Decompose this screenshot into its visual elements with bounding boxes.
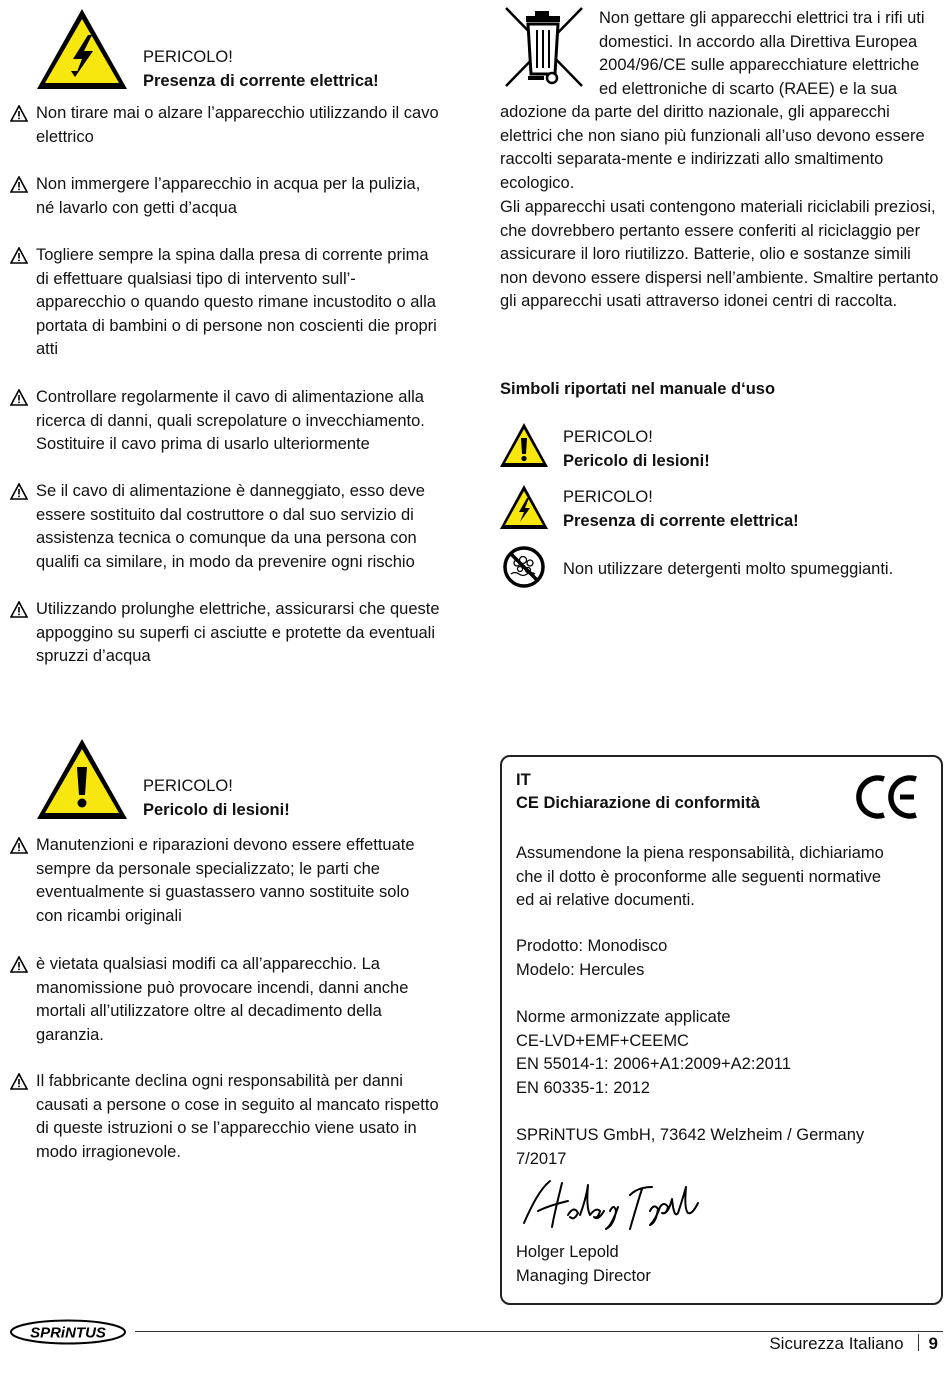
warning-title: PERICOLO! xyxy=(143,48,233,66)
page-number: 9 xyxy=(928,1334,938,1353)
safety-item: Il fabbricante declina ogni responsabilità per danni causati a persone o cose in seguito al mancato rispetto di queste istruzioni o se l’apparecchio viene usato in modo irragionevole. xyxy=(10,1070,440,1164)
declaration-lang: IT xyxy=(516,771,531,789)
footer-rule xyxy=(135,1331,943,1332)
symbol-injury: PERICOLO! Pericolo di lesioni! xyxy=(563,428,710,470)
ce-declaration-box xyxy=(500,755,943,1305)
general-warning-icon xyxy=(10,389,28,406)
general-warning-icon xyxy=(10,601,28,618)
footer xyxy=(769,1334,938,1354)
declaration-product: Prodotto: Monodisco xyxy=(516,937,668,955)
declaration-model: Modelo: Hercules xyxy=(516,961,645,979)
injury-warning-icon xyxy=(35,737,129,821)
weee-text: Non gettare gli apparecchi elettrici tra i rifi uti domestici. In accordo alla Direttiva Europea 2004/96/CE sulle apparecchiature elettriche ed elettroniche di scarto (RAEE) e la sua adozione da parte del diritto nazionale, gli apparecchi elettrici che non siano più funzionali all’uso devono essere raccolti separata-mente e indirizzati allo smaltimento ecologico. xyxy=(500,9,925,192)
symbol-electric: PERICOLO! Presenza di corrente elettrica! xyxy=(563,488,799,530)
warning-subtitle: Presenza di corrente elettrica! xyxy=(143,71,379,90)
company: SPRiNTUS GmbH, 73642 Welzheim / Germany xyxy=(516,1126,865,1144)
injury-warning-icon xyxy=(499,422,549,468)
general-warning-icon xyxy=(10,837,28,854)
footer-separator xyxy=(918,1334,919,1351)
electric-warning-header xyxy=(143,46,379,93)
recycle-text: Gli apparecchi usati contengono materiali riciclabili preziosi, che dovrebbero pertanto essere conferiti al riciclaggio per assicurare il loro riutilizzo. Batterie, olio e sostanze simili non devono essere dispersi nell’ambiente. Smaltire pertanto gli apparecchi usati attraverso idonei centri di raccolta. xyxy=(500,198,939,310)
sprintus-logo xyxy=(9,1319,127,1345)
warning-subtitle: Pericolo di lesioni! xyxy=(143,800,290,819)
signature xyxy=(518,1175,728,1237)
electric-warning-icon xyxy=(499,484,549,530)
general-warning-icon xyxy=(10,105,28,122)
norm-item: EN 60335-1: 2012 xyxy=(516,1079,650,1097)
general-warning-icon xyxy=(10,176,28,193)
declaration-date: 7/2017 xyxy=(516,1150,567,1168)
signatory-role: Managing Director xyxy=(516,1267,651,1285)
symbol-foam: Non utilizzare detergenti molto spumeggianti. xyxy=(563,560,894,578)
electric-warning-icon xyxy=(35,7,129,91)
safety-item: Controllare regolarmente il cavo di alimentazione alla ricerca di danni, quali screpolature o invecchiamento. Sostituire il cavo prima di usarlo ulteriormente xyxy=(10,386,440,457)
safety-item: Togliere sempre la spina dalla presa di corrente prima di effettuare qualsiasi tipo di intervento sull’-apparecchio o quando questo rimane incustodito o alla portata di bambini o di persone non coscienti die propri atti xyxy=(10,244,440,362)
norms-label: Norme armonizzate applicate xyxy=(516,1008,731,1026)
warning-title: PERICOLO! xyxy=(143,777,233,795)
general-warning-icon xyxy=(10,483,28,500)
logo-text: SPRiNTUS xyxy=(30,1324,106,1342)
safety-item: è vietata qualsiasi modifi ca all’apparecchio. La manomissione può provocare incendi, danni anche mortali all’utilizzatore oltre al decadimento della garanzia. xyxy=(10,953,440,1047)
safety-item: Non tirare mai o alzare l’apparecchio utilizzando il cavo elettrico xyxy=(10,102,440,149)
no-foam-icon xyxy=(502,545,546,589)
ce-mark-icon xyxy=(856,773,920,821)
general-warning-icon xyxy=(10,247,28,264)
norm-item: EN 55014-1: 2006+A1:2009+A2:2011 xyxy=(516,1055,791,1073)
declaration-intro: Assumendone la piena responsabilità, dichiariamo che il dotto è proconforme alle seguenti normative ed ai relative documenti. xyxy=(516,844,884,909)
declaration-title: CE Dichiarazione di conformità xyxy=(516,794,760,812)
safety-item: Se il cavo di alimentazione è danneggiato, esso deve essere sostituito dal costruttore o dal suo servizio di assistenza tecnica o comunque da una persona con qualifi ca similare, in modo da prevenire ogni rischio xyxy=(10,480,440,574)
signatory-name: Holger Lepold xyxy=(516,1243,619,1261)
footer-section: Sicurezza Italiano xyxy=(769,1334,904,1353)
norm-item: CE-LVD+EMF+CEEMC xyxy=(516,1032,689,1050)
injury-warning-header xyxy=(143,775,290,822)
symbols-heading: Simboli riportati nel manuale d‘uso xyxy=(500,380,776,398)
general-warning-icon xyxy=(10,1073,28,1090)
safety-item: Manutenzioni e riparazioni devono essere effettuate sempre da personale specializzato; le parti che eventualmente si guastassero vanno sostituite solo con ricambi originali xyxy=(10,834,440,928)
general-warning-icon xyxy=(10,956,28,973)
weee-icon-spacer xyxy=(500,7,599,101)
safety-item: Utilizzando prolunghe elettriche, assicurarsi che queste appoggino su superfi ci asciutte e protette da eventuali spruzzi d’acqua xyxy=(10,598,440,669)
safety-item: Non immergere l’apparecchio in acqua per la pulizia, né lavarlo con getti d’acqua xyxy=(10,173,440,220)
